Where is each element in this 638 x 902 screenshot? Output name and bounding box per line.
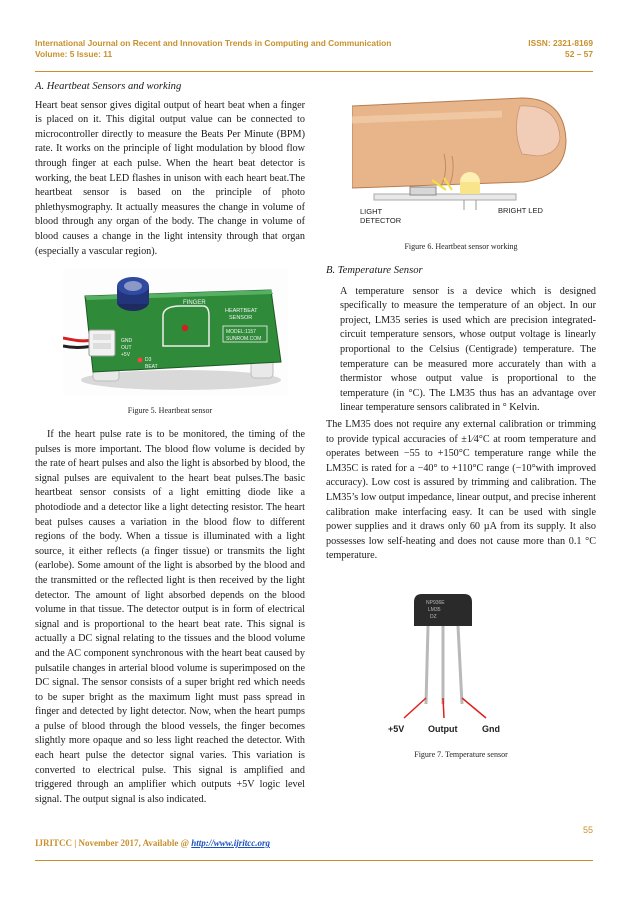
svg-text:BEAT: BEAT — [145, 364, 158, 370]
journal-title: International Journal on Recent and Innovation Trends in Computing and Communication — [35, 38, 392, 48]
temperature-paragraph-1: A temperature sensor is a device which is designed specifically to measure the temperature of an object. In our project, LM35 series is used which are precision integrated-circuit temperature sensors, whose output voltage is linearly proportional to the Celsius (Centigrade) temperature. The temperature can be measured more accurately than with a thermistor whose output value is proportional to the temperature (in °C). The LM35 thus has an advantage over linear temperature sensors calibrated in ° Kelvin. — [340, 285, 596, 414]
heartbeat-paragraph-1: Heart beat sensor gives digital output of heart beat when a finger is placed on it. This digital output value can be connected to microcontroller directly to measure the Beats Per Minute (BPM) rate. It works on the principle of light modulation by blood flow through finger at each pulse. When the heart beat detector is working, the beat LED flashes in unison with each heart beat.The heartbeat sensor is based on the principle of photo phlethysmography. It actually measures the change in volume of blood through any organ of the body. The change in volume of blood causes a change in the light intensity through that organ (especially a vascular region). — [35, 99, 305, 257]
svg-text:GND: GND — [121, 338, 133, 344]
svg-text:+5V: +5V — [121, 352, 131, 358]
fig7-pin-label-gnd: Gnd — [482, 724, 500, 734]
footer-citation: IJRITCC | November 2017, Available @ — [35, 838, 192, 848]
journal-link[interactable]: http://www.ijritcc.org — [191, 838, 270, 848]
heartbeat-paragraph-2: If the heart pulse rate is to be monitored, the timing of the pulses is more important. The blood flow volume is decided by the rate of heart pulses and also the light is absorbed by blood, the signal pulses are equivalent to the heart beat pulses.The basic heartbeat sensor consists of a light emitting diode like a photodiode and a detector like a light detecting resistor. The heart beat pulses causes a variation in the blood flow to different regions of the body. When a tissue is illuminated with a light source, it either reflects (a finger tissue) or transmits the light (earlobe). Some amount of the light is absorbed by the blood and the transmitted or the reflected light is then received by the light detector. The amount of light absorbed depends on the blood volume in that tissue. The detector output is in form of electrical signal and is proportional to the heart beat rate. This signal is actually a DC signal relating to the tissues and the blood volume and the AC component synchronous with the heart beat caused by pulsatile changes in arterial blood volume is superimposed on the DC signal. The sensor consists of a super bright red which needs to be super bright as the maximum light must pass spread in finger and detected by light detector. Now, when the heart pumps a pulse of blood through the blood vessels, the finger becomes slightly more opaque and so less light reached the detector. With each heart pulse the detector signal varies. This variation is converted to electrical pulse. This signal is amplified and triggered through an amplifier which outputs +5V logic level signal. The output signal is also indicated. — [35, 429, 305, 805]
footer-rule — [35, 860, 593, 861]
header-left — [35, 38, 391, 59]
figure-5-caption: Figure 5. Heartbeat sensor — [127, 406, 213, 415]
footer-text — [35, 838, 270, 848]
svg-text:FINGER: FINGER — [183, 300, 206, 306]
fig6-detector-label-line2: DETECTOR — [360, 216, 402, 225]
fig7-pin-label-output: Output — [428, 724, 458, 734]
svg-text:SENSOR: SENSOR — [229, 315, 253, 321]
figure-7-caption: Figure 7. Temperature sensor — [414, 750, 508, 759]
svg-text:NP936E: NP936E — [426, 600, 445, 606]
right-column-text — [326, 264, 596, 564]
svg-text:MODEL:1157: MODEL:1157 — [226, 329, 256, 335]
volume-issue: Volume: 5 Issue: 11 — [35, 48, 113, 59]
svg-text:OUT: OUT — [121, 345, 132, 351]
issn: ISSN: 2321-8169 — [528, 38, 593, 48]
temperature-paragraph-2: The LM35 does not require any external calibration or trimming to provide typical accuracies of ±1⁄4°C at room temperature and operates between −55 to +150°C temperature range while the LM35C is rated for a −40° to +110°C range (−10°with improved accuracy). Low cost is assured by trimming and calibration. The LM35’s low output impedance, linear output, and precise inherent calibration make interfacing easy. It can be used with single power supplies and it draws only 60 µA from its supply. It also possesses low self-heating and does not cause more than 0.1 °C temperature. — [326, 418, 596, 562]
fig6-led-label: BRIGHT LED — [498, 206, 543, 215]
heartbeat-sensor-board-illustration — [63, 268, 288, 396]
left-column-bottom — [35, 428, 305, 807]
figure-5-image — [63, 268, 288, 396]
section-a-title: A. Heartbeat Sensors and working — [35, 81, 182, 92]
header-rule — [35, 71, 593, 72]
svg-text:D3: D3 — [145, 357, 152, 363]
page-range: 52 – 57 — [565, 48, 593, 59]
figure-6-image — [352, 84, 574, 232]
section-b-title: B. Temperature Sensor — [326, 265, 423, 276]
heartbeat-sensor-working-illustration — [352, 84, 574, 232]
fig7-pin-label-5v: +5V — [388, 724, 405, 734]
lm35-sensor-illustration — [382, 586, 514, 736]
svg-text:HEARTBEAT: HEARTBEAT — [225, 308, 258, 314]
svg-text:LM35: LM35 — [428, 607, 441, 613]
figure-7-image — [382, 586, 514, 736]
page-number: 55 — [582, 825, 593, 835]
figure-6-caption: Figure 6. Heartbeat sensor working — [404, 242, 518, 251]
header-right — [528, 38, 593, 59]
svg-text:DZ: DZ — [430, 614, 437, 620]
fig6-detector-label-line1: LIGHT — [360, 207, 383, 216]
left-column-top — [35, 80, 305, 259]
svg-text:SUNROM.COM: SUNROM.COM — [226, 336, 262, 342]
